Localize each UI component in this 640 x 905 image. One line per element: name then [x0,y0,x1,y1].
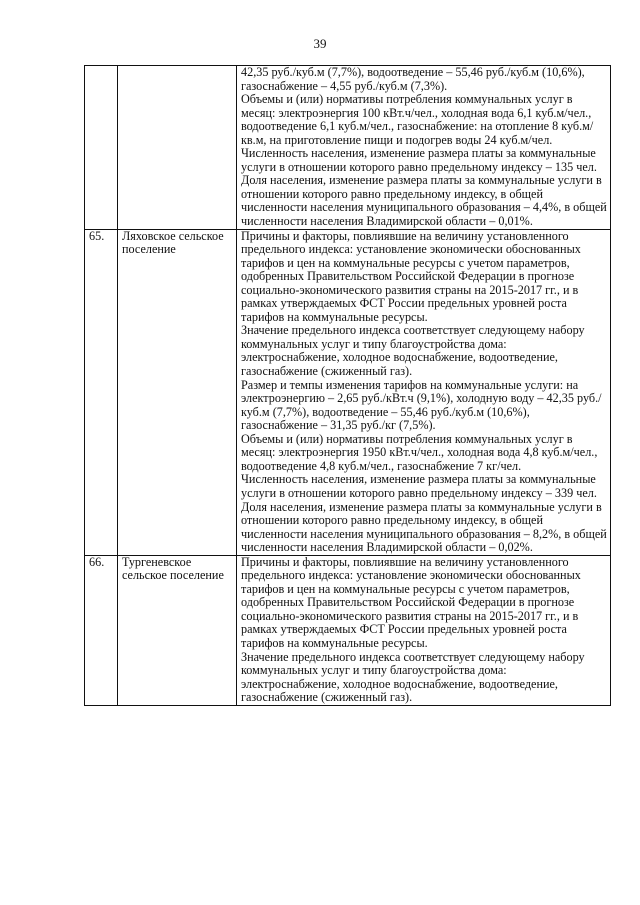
municipality-name [118,66,237,230]
row-number: 65. [85,229,118,555]
municipality-name: Тургеневское сельское поселение [118,555,237,705]
table-row [85,229,611,555]
paragraph: Причины и факторы, повлиявшие на величину установленного предельного индекса: установление экономически обоснованных тарифов и цен на коммунальные ресурсы с учетом параметров, одобренных Правительством Российской Федерации в прогнозе социально-экономического развития страны на 2015-2017 гг., и в рамках утверждаемых ФСТ России предельных уровней роста тарифов на коммунальные ресурсы. [241,228,581,324]
row-number: 66. [85,555,118,705]
paragraph: Значение предельного индекса соответствует следующему набору коммунальных услуг и типу благоустройства дома: электроснабжение, холодное водоснабжение, водоотведение, газоснабжение (сжиженный газ). [241,649,585,705]
table-row [85,66,611,230]
municipal-index-table [84,65,611,706]
paragraph: Значение предельного индекса соответствует следующему набору коммунальных услуг и типу благоустройства дома: электроснабжение, холодное водоснабжение, водоотведение, газоснабжение (сжиженный газ). [241,323,585,379]
table-row [85,555,611,705]
description-cell [237,555,611,705]
paragraph: Доля населения, изменение размера платы за коммунальные услуги в отношении которого равно предельному индексу, в общей численности населения муниципального образования – 8,2%, в общей численности населения Владимирской области – 0,02%. [241,499,607,555]
row-number [85,66,118,230]
paragraph: 42,35 руб./куб.м (7,7%), водоотведение – 55,46 руб./куб.м (10,6%), газоснабжение – 4,55 руб./куб.м (7,3%). [241,65,585,93]
paragraph: Размер и темпы изменения тарифов на коммунальные услуги: на электроэнергию – 2,65 руб./кВт.ч (9,1%), холодную воду – 42,35 руб./куб.м (7,7%), водоотведение – 55,46 руб./куб.м (10,6%), газоснабжение – 31,35 руб./кг (7,5%). [241,377,602,433]
municipality-name: Ляховское сельское поселение [118,229,237,555]
paragraph: Численность населения, изменение размера платы за коммунальные услуги в отношении которого равно предельному индексу – 339 чел. [241,472,597,500]
paragraph: Объемы и (или) нормативы потребления коммунальных услуг в месяц: электроэнергия 1950 кВт.ч/чел., холодная вода 4,8 куб.м/чел., водоотведение 4,8 куб.м/чел., газоснабжение 7 кг/чел. [241,431,598,473]
description-cell [237,229,611,555]
page-number: 39 [313,36,327,51]
paragraph: Объемы и (или) нормативы потребления коммунальных услуг в месяц: электроэнергия 100 кВт.ч/чел., холодная вода 6,1 куб.м/чел., водоотведение 6,1 куб.м/чел., газоснабжение: на отопление 8 куб.м/кв.м, на приготовление пищи и подогрев воды 24 куб.м/чел. [241,92,594,147]
paragraph: Численность населения, изменение размера платы за коммунальные услуги в отношении которого равно предельному индексу – 135 чел. [241,146,597,174]
paragraph: Доля населения, изменение размера платы за коммунальные услуги в отношении которого равно предельному индексу, в общей численности населения муниципального образования – 4,4%, в общей численности населения Владимирской области – 0,01%. [241,173,607,229]
paragraph: Причины и факторы, повлиявшие на величину установленного предельного индекса: установление экономически обоснованных тарифов и цен на коммунальные ресурсы с учетом параметров, одобренных Правительством Российской Федерации в прогнозе социально-экономического развития страны на 2015-2017 гг., и в рамках утверждаемых ФСТ России предельных уровней роста тарифов на коммунальные ресурсы. [241,554,581,650]
description-cell [237,66,611,230]
